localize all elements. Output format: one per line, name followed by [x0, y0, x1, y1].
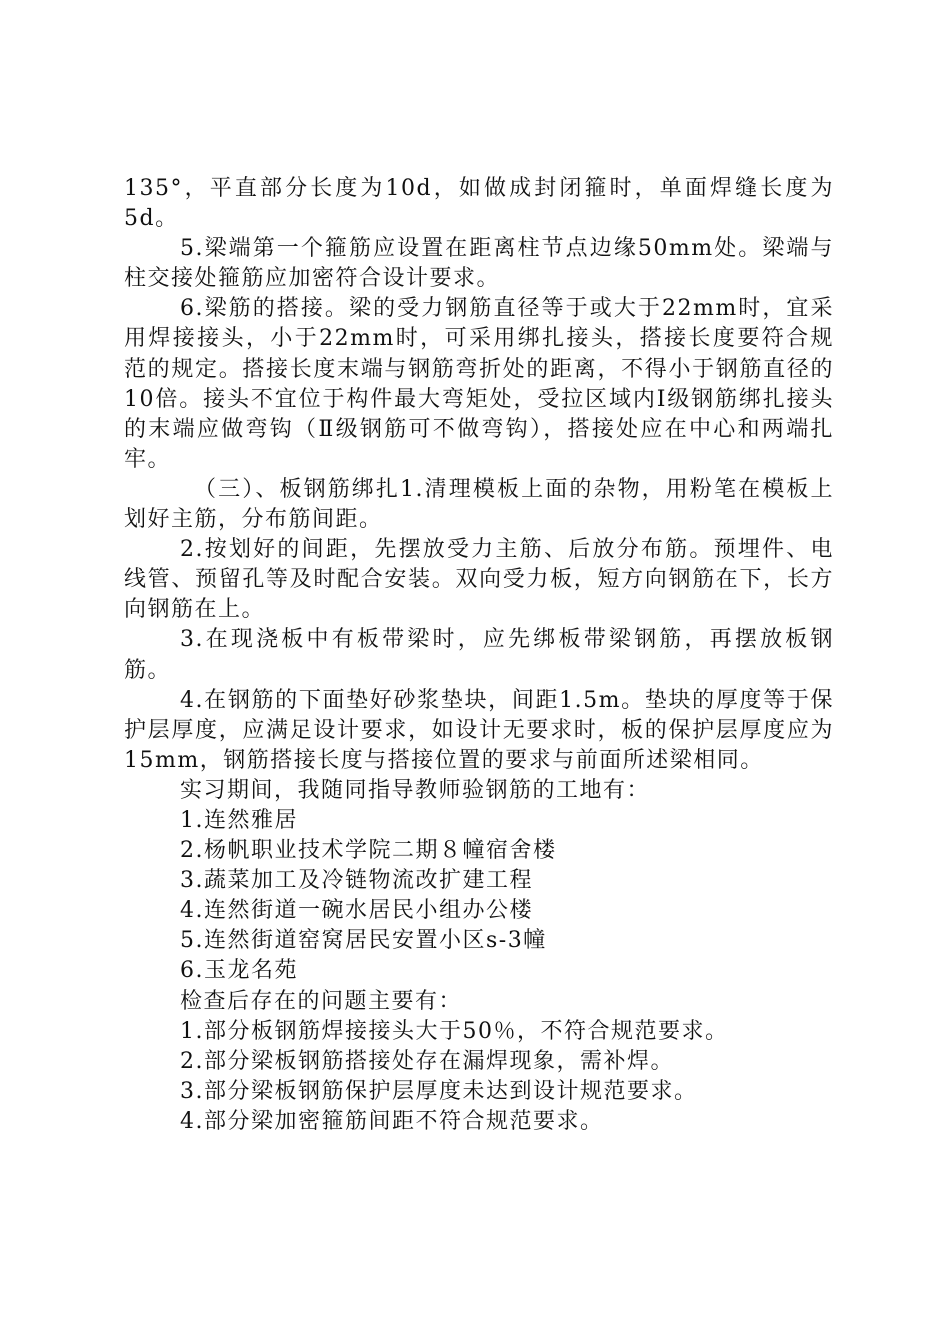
site-item: 6.玉龙名苑: [180, 958, 298, 984]
site-item: 3.蔬菜加工及冷链物流改扩建工程: [180, 868, 533, 894]
sites-heading: 实习期间，我随同指导教师验钢筋的工地有：: [180, 777, 651, 803]
site-item: 5.连然街道窑窝居民安置小区s-3幢: [180, 928, 547, 954]
document-body: [124, 174, 834, 1137]
paragraph-slab-band-beam: 3.在现浇板中有板带梁时，应先绑板带梁钢筋，再摆放板钢筋。: [124, 627, 834, 683]
problem-item: 1.部分板钢筋焊接接头大于50％，不符合规范要求。: [180, 1018, 729, 1044]
site-item: 1.连然雅居: [180, 807, 298, 833]
paragraph-slab-binding: （三）、板钢筋绑扎1.清理模板上面的杂物，用粉笔在模板上划好主筋，分布筋间距。: [124, 476, 834, 533]
paragraph-mortar-blocks: 4.在钢筋的下面垫好砂浆垫块，间距1.5m。垫块的厚度等于保护层厚度，应满足设计要求，如设计无要求时，板的保护层厚度应为15mm，钢筋搭接长度与搭接位置的要求与前面所述梁相同。: [124, 687, 834, 773]
problem-item: 4.部分梁加密箍筋间距不符合规范要求。: [180, 1108, 604, 1134]
problem-item: 3.部分梁板钢筋保护层厚度未达到设计规范要求。: [180, 1078, 698, 1104]
paragraph-hook-angle: 135°，平直部分长度为10d，如做成封闭箍时，单面焊缝长度为5d。: [124, 176, 834, 232]
problem-item: 2.部分梁板钢筋搭接处存在漏焊现象，需补焊。: [180, 1048, 674, 1074]
site-item: 4.连然街道一碗水居民小组办公楼: [180, 898, 533, 924]
paragraph-beam-splice: 6.梁筋的搭接。梁的受力钢筋直径等于或大于22mm时，宜采用焊接接头，小于22mm时，可采用绑扎接头，搭接长度要符合规范的规定。搭接长度末端与钢筋弯折处的距离，不得小于钢筋直径的10倍。接头不宜位于构件最大弯矩处，受拉区域内Ⅰ级钢筋绑扎接头的末端应做弯钩（Ⅱ级钢筋可不做弯钩），搭接处应在中心和两端扎牢。: [124, 296, 834, 472]
paragraph-beam-end-stirrup: 5.梁端第一个箍筋应设置在距离柱节点边缘50mm处。梁端与柱交接处箍筋应加密符合设计要求。: [124, 236, 834, 292]
site-item: 2.杨帆职业技术学院二期８幢宿舍楼: [180, 838, 557, 864]
paragraph-slab-layout: 2.按划好的间距，先摆放受力主筋、后放分布筋。预埋件、电线管、预留孔等及时配合安装。双向受力板，短方向钢筋在下，长方向钢筋在上。: [124, 537, 834, 623]
problems-heading: 检查后存在的问题主要有：: [180, 988, 463, 1014]
